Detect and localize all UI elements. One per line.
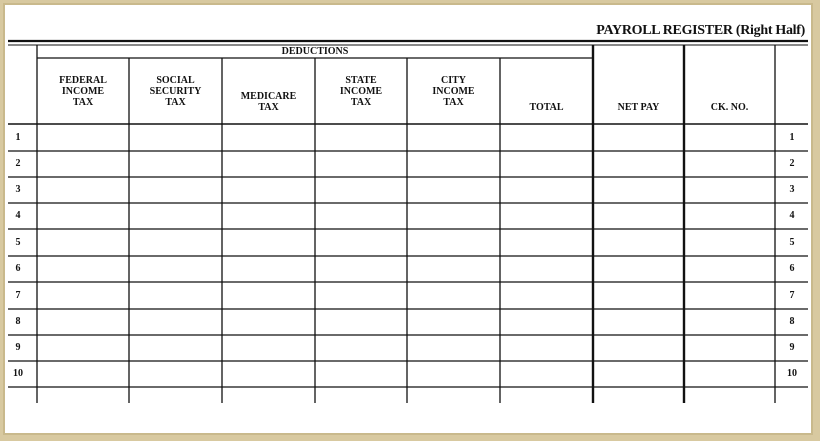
social-security-tax-header: SOCIAL SECURITY TAX — [149, 75, 202, 108]
row-number-left: 5 — [15, 237, 21, 248]
row-number-left: 6 — [15, 263, 21, 274]
check-number-header: CK. NO. — [710, 102, 749, 113]
row-number-left: 10 — [13, 368, 23, 379]
row-number-right: 7 — [789, 290, 795, 301]
form-title: PAYROLL REGISTER (Right Half) — [596, 23, 805, 38]
row-number-right: 5 — [789, 237, 795, 248]
row-number-right: 10 — [787, 368, 797, 379]
deductions-header: DEDUCTIONS — [281, 46, 349, 57]
row-number-left: 8 — [15, 316, 21, 327]
federal-income-tax-header: FEDERAL INCOME TAX — [59, 75, 107, 108]
row-number-left: 7 — [15, 290, 21, 301]
row-number-left: 3 — [15, 184, 21, 195]
total-header: TOTAL — [529, 102, 564, 113]
medicare-tax-header: MEDICARE TAX — [240, 91, 297, 113]
row-number-right: 3 — [789, 184, 795, 195]
row-number-right: 8 — [789, 316, 795, 327]
register-grid — [5, 5, 811, 433]
row-number-right: 6 — [789, 263, 795, 274]
row-number-left: 9 — [15, 342, 21, 353]
row-number-right: 2 — [789, 158, 795, 169]
row-number-left: 1 — [15, 132, 21, 143]
row-number-right: 1 — [789, 132, 795, 143]
row-number-left: 2 — [15, 158, 21, 169]
row-number-right: 4 — [789, 210, 795, 221]
row-number-left: 4 — [15, 210, 21, 221]
city-income-tax-header: CITY INCOME TAX — [432, 75, 475, 108]
row-number-right: 9 — [789, 342, 795, 353]
net-pay-header: NET PAY — [617, 102, 660, 113]
state-income-tax-header: STATE INCOME TAX — [339, 75, 383, 108]
payroll-register-form — [3, 3, 813, 435]
